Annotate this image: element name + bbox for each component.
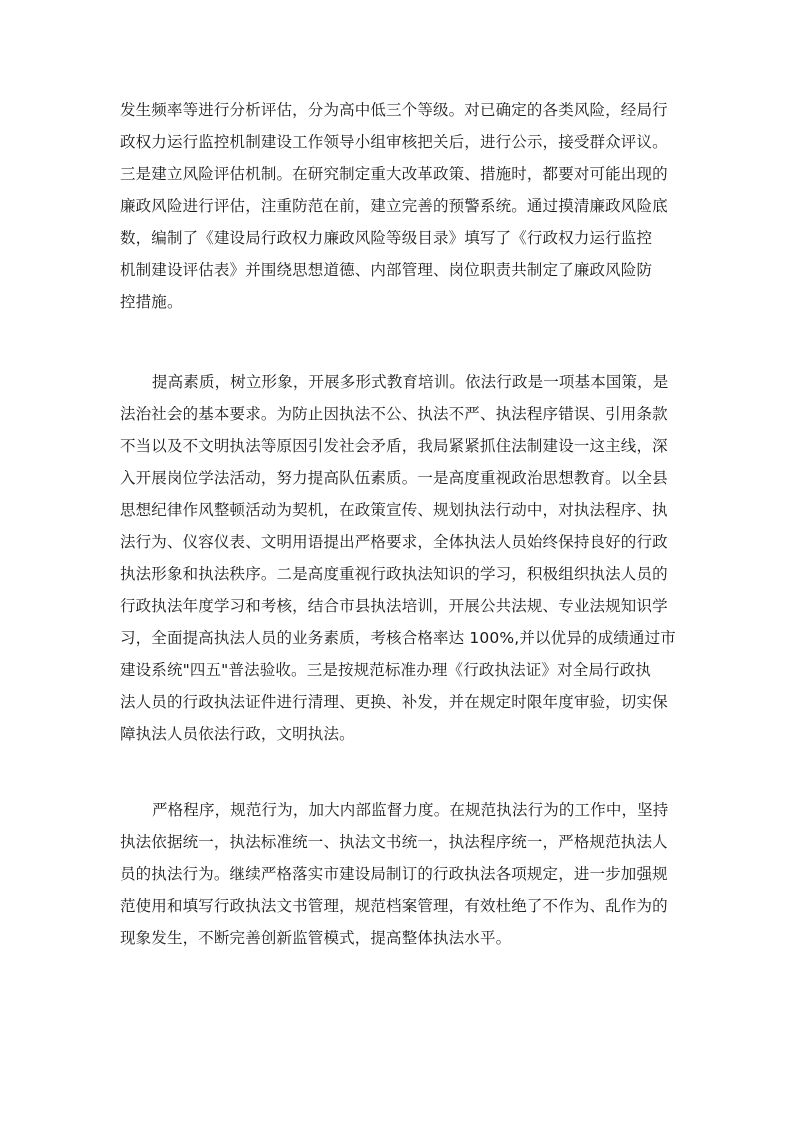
text-line: 控措施。 [120,293,183,311]
paragraph-risk-assessment [120,94,680,318]
text-line: 三是建立风险评估机制。在研究制定重大改革政策、措施时，都要对可能出现的 [120,165,668,183]
text-line: 法人员的行政执法证件进行清理、更换、补发，并在规定时限年度审验，切实保 [120,693,668,711]
text-line: 发生频率等进行分析评估，分为高中低三个等级。对已确定的各类风险，经局行 [120,101,668,119]
text-line: 法行为、仪容仪表、文明用语提出严格要求，全体执法人员始终保持良好的行政 [120,533,668,551]
text-line: 执法依据统一，执法标准统一、执法文书统一，执法程序统一，严格规范执法人 [120,833,668,851]
text-line: 严格程序，规范行为，加大内部监督力度。在规范执法行为的工作中，坚持 [152,801,669,819]
paragraph-education-training [120,366,680,750]
text-line: 入开展岗位学法活动，努力提高队伍素质。一是高度重视政治思想教育。以全县 [120,469,668,487]
text-line: 员的执法行为。继续严格落实市建设局制订的行政执法各项规定，进一步加强规 [120,865,668,883]
text-line: 范使用和填写行政执法文书管理，规范档案管理，有效杜绝了不作为、乱作为的 [120,897,668,915]
text-line: 机制建设评估表》并围绕思想道德、内部管理、岗位职责共制定了廉政风险防 [120,261,653,279]
text-line: 法治社会的基本要求。为防止因执法不公、执法不严、执法程序错误、引用条款 [120,405,668,423]
text-line: 习，全面提高执法人员的业务素质，考核合格率达 100%,并以优异的成绩通过市 [120,629,676,647]
text-line: 提高素质，树立形象，开展多形式教育培训。依法行政是一项基本国策，是 [152,373,669,391]
text-line: 行政执法年度学习和考核，结合市县执法培训，开展公共法规、专业法规知识学 [120,597,668,615]
text-line: 现象发生，不断完善创新监管模式，提高整体执法水平。 [120,929,512,947]
text-line: 执法形象和执法秩序。二是高度重视行政执法知识的学习，积极组织执法人员的 [120,565,668,583]
text-line: 不当以及不文明执法等原因引发社会矛盾，我局紧紧抓住法制建设一这主线，深 [120,437,668,455]
text-line: 障执法人员依法行政，文明执法。 [120,725,355,743]
text-line: 政权力运行监控机制建设工作领导小组审核把关后，进行公示，接受群众评议。 [120,133,668,151]
text-line: 思想纪律作风整顿活动为契机，在政策宣传、规划执法行动中，对执法程序、执 [120,501,668,519]
text-line: 建设系统"四五"普法验收。三是按规范标准办理《行政执法证》对全局行政执 [120,661,652,679]
text-line: 廉政风险进行评估，注重防范在前，建立完善的预警系统。通过摸清廉政风险底 [120,197,668,215]
text-line: 数，编制了《建设局行政权力廉政风险等级目录》填写了《行政权力运行监控 [120,229,653,247]
paragraph-internal-supervision [120,794,680,954]
